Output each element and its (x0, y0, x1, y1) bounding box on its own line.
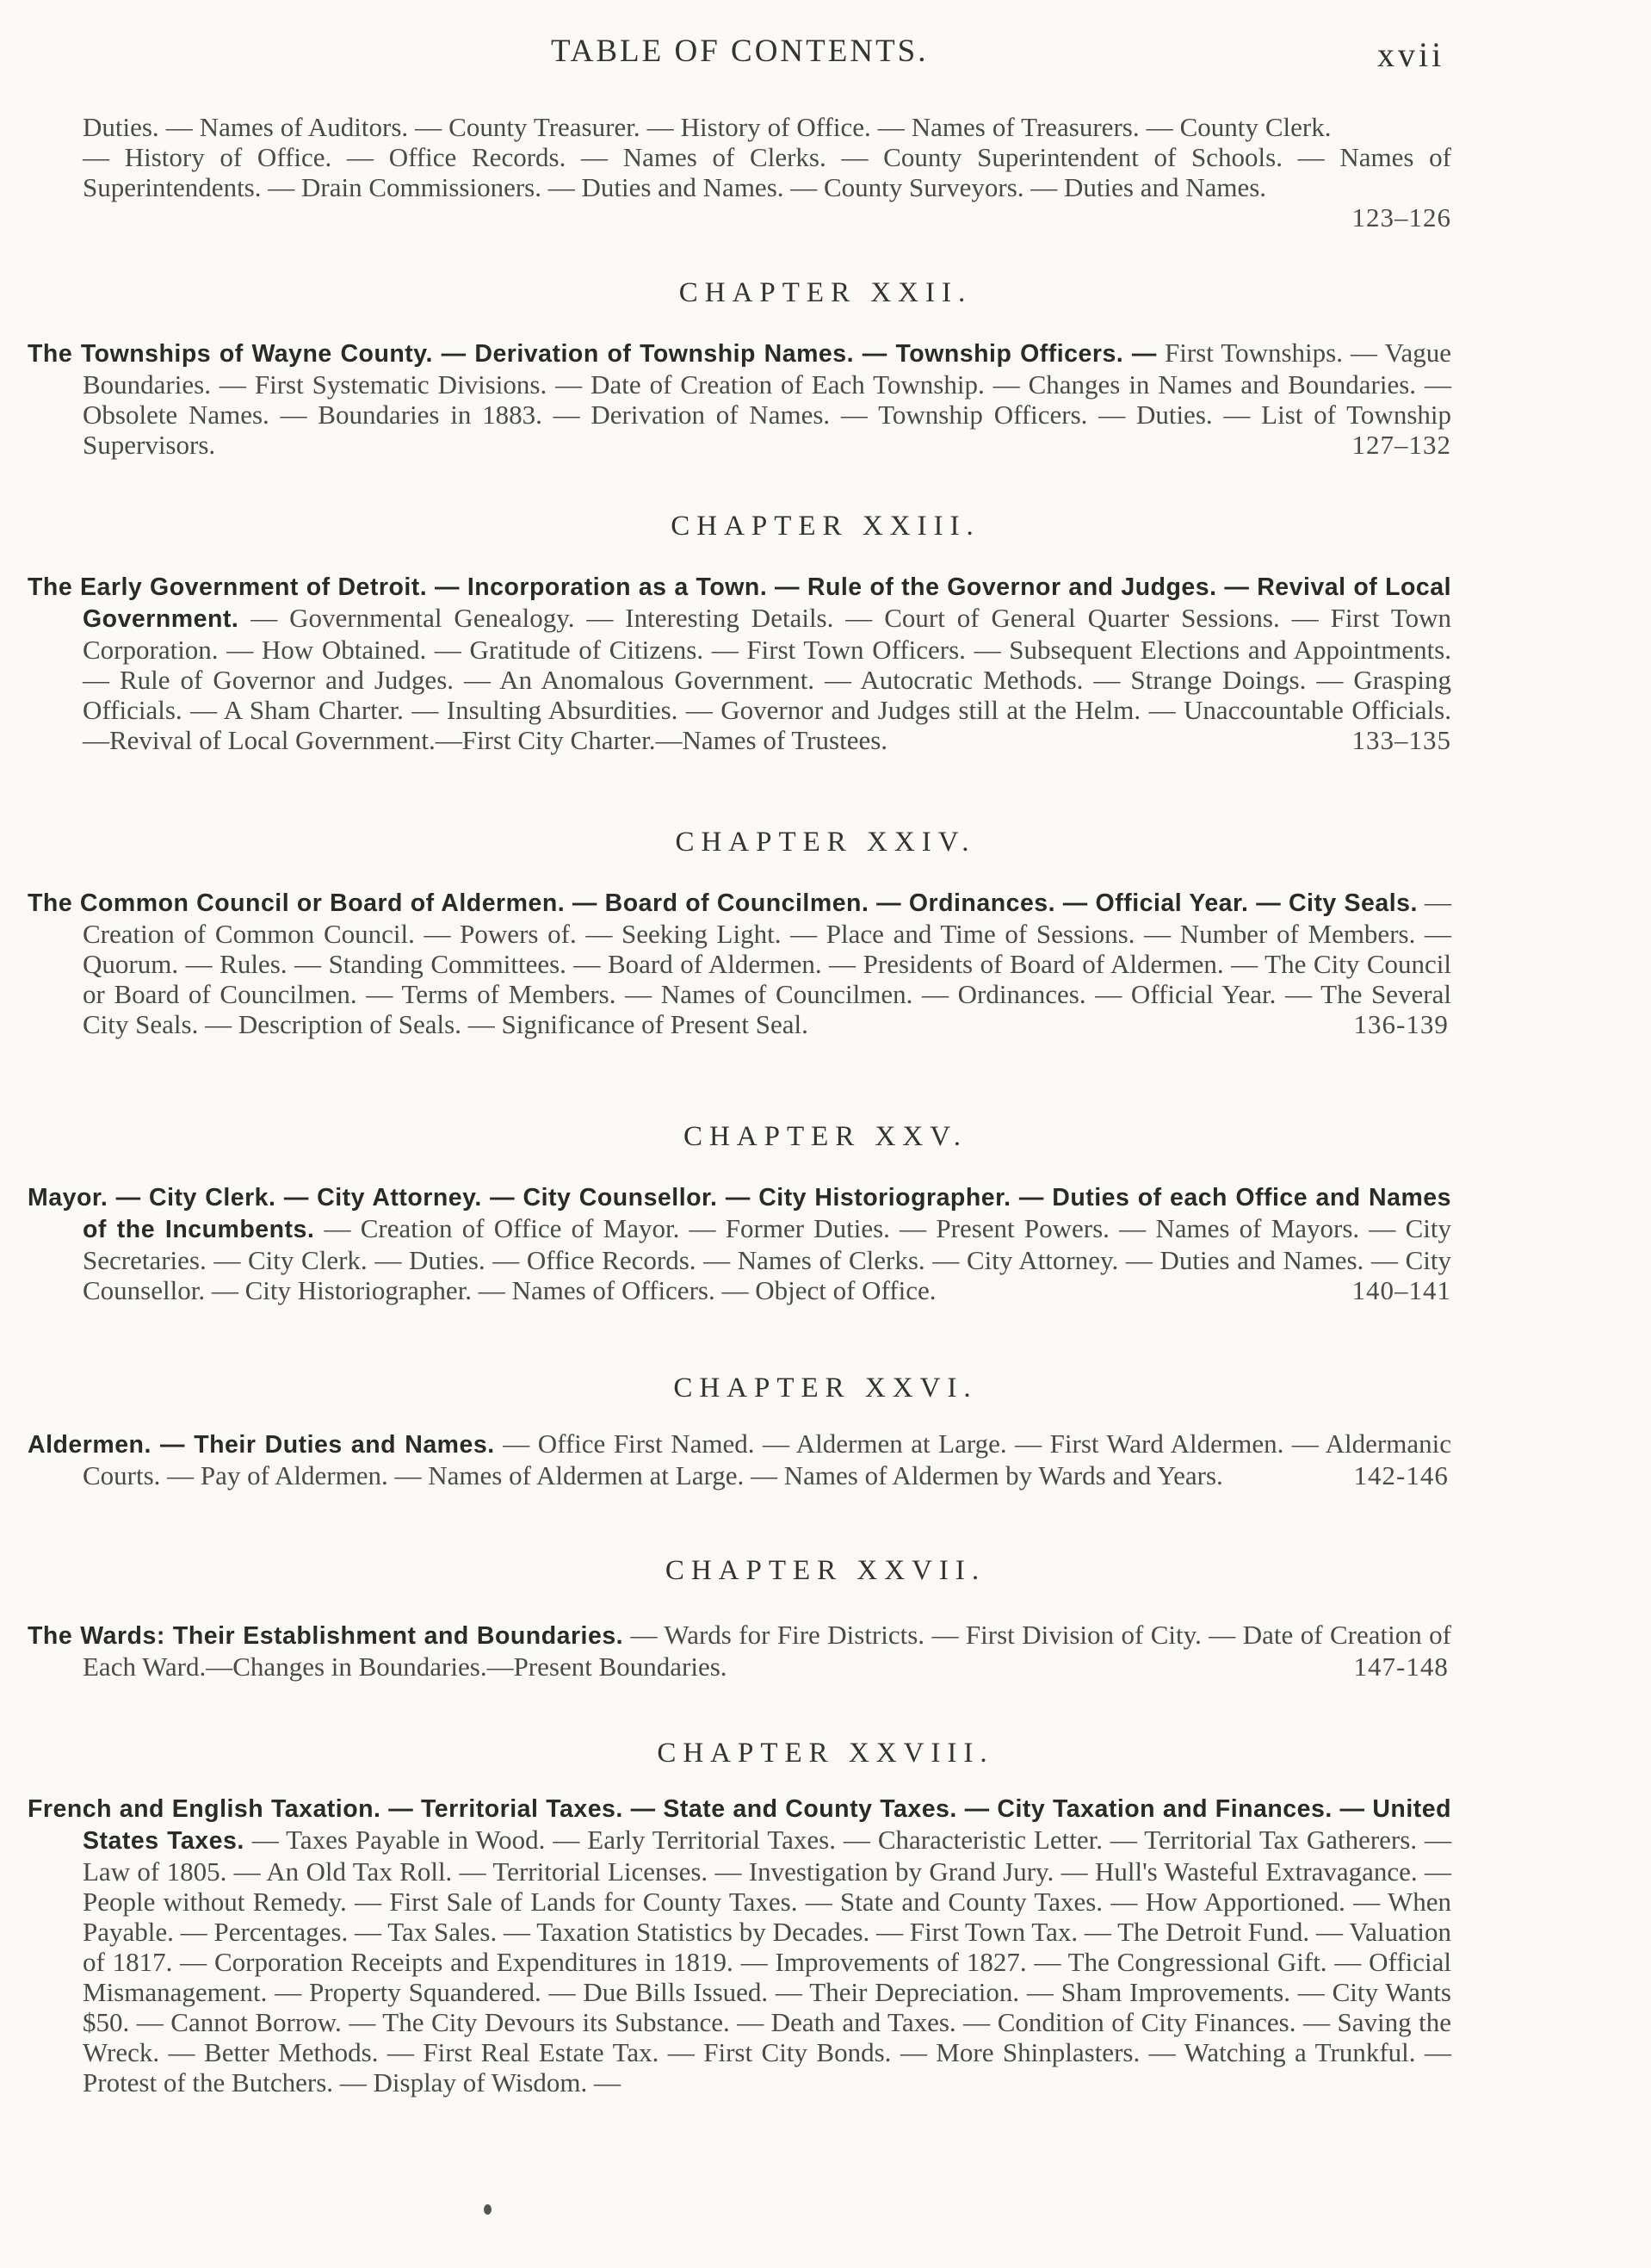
toc-entry-continued (83, 112, 1451, 232)
chapter-heading: CHAPTER XXVI. (673, 1373, 978, 1404)
chapter-heading: CHAPTER XXVII. (665, 1555, 986, 1586)
entry-lead: The Wards: Their Establishment and Boundaries. (28, 1622, 624, 1650)
toc-entry (28, 338, 1451, 460)
entry-pages: 127–132 (1351, 430, 1451, 460)
toc-entry (28, 1181, 1451, 1305)
entry-lead: French and English Taxation. — Territorial Taxes. — State and County Taxes. — City Taxation and Finances. — United States Taxes. (28, 1795, 1451, 1855)
entry-body: First Townships. — Vague Boundaries. — First Systematic Divisions. — Date of Creation of Each Township. — Changes in Names and Boundaries. — Obsolete Names. — Boundaries in 1883. — Derivation of Names. — Township Officers. — Duties. — List of Township Supervisors. (83, 338, 1451, 460)
page-number: xvii (1377, 35, 1445, 74)
entry-body: — Creation of Common Council. — Powers of. — Seeking Light. — Place and Time of Sessions. — Number of Members. — Quorum. — Rules. — Standing Committees. — Board of Aldermen. — Presidents of Board of Aldermen. — The City Council or Board of Councilmen. — Terms of Members. — Names of Councilmen. — Ordinances. — Official Year. — The Several City Seals. — Description of Seals. — Significance of Present Seal. (83, 887, 1451, 1039)
entry-pages: 136-139 (1353, 1009, 1449, 1039)
entry-body: — Creation of Office of Mayor. — Former Duties. — Present Powers. — Names of Mayors. — City Secretaries. — City Clerk. — Duties. — Office Records. — Names of Clerks. — City Attorney. — Duties and Names. — City Counsellor. — City Historiographer. — Names of Officers. — Object of Office. (83, 1213, 1451, 1305)
entry-pages: 133–135 (1351, 725, 1451, 755)
toc-entry (28, 1793, 1451, 2098)
entry-pages: 140–141 (1351, 1275, 1451, 1305)
toc-entry (28, 1620, 1451, 1682)
entry-pages: 147-148 (1353, 1651, 1449, 1682)
entry-pages: 123–126 (1351, 202, 1451, 232)
entry-body: — Office First Named. — Aldermen at Large. — First Ward Aldermen. — Aldermanic Courts. — Pay of Aldermen. — Names of Aldermen at Large. — Names of Aldermen by Wards and Years. (83, 1428, 1451, 1490)
running-head: TABLE OF CONTENTS. (551, 34, 929, 69)
chapter-heading: CHAPTER XXII. (678, 277, 973, 308)
chapter-heading: CHAPTER XXIII. (671, 511, 980, 542)
printer-mark (484, 2204, 492, 2215)
entry-lead: The Common Council or Board of Aldermen. — Board of Councilmen. — Ordinances. — Official Year. — City Seals. (28, 889, 1418, 917)
chapter-heading: CHAPTER XXIV. (675, 827, 976, 858)
chapter-heading: CHAPTER XXV. (683, 1121, 968, 1152)
entry-lead: The Townships of Wayne County. — Derivation of Township Names. — Township Officers. — (28, 340, 1157, 368)
toc-entry (28, 571, 1451, 755)
entry-body: — Wards for Fire Districts. — First Division of City. — Date of Creation of Each Ward.—Changes in Boundaries.—Present Boundaries. (83, 1620, 1451, 1682)
entry-lead: The Early Government of Detroit. — Incorporation as a Town. — Rule of the Governor and Judges. — Revival of Local Government. (28, 573, 1451, 633)
toc-entry (28, 1428, 1451, 1490)
chapter-heading: CHAPTER XXVIII. (657, 1738, 994, 1769)
entry-body: — Taxes Payable in Wood. — Early Territorial Taxes. — Characteristic Letter. — Territorial Tax Gatherers. — Law of 1805. — An Old Tax Roll. — Territorial Licenses. — Investigation by Grand Jury. — Hull's Wasteful Extravagance. — People without Remedy. — First Sale of Lands for County Taxes. — State and County Taxes. — How Apportioned. — When Payable. — Percentages. — Tax Sales. — Taxation Statistics by Decades. — First Town Tax. — The Detroit Fund. — Valuation of 1817. — Corporation Receipts and Expenditures in 1819. — Improvements of 1827. — The Congressional Gift. — Official Mismanagement. — Property Squandered. — Due Bills Issued. — Their Depreciation. — Sham Improvements. — City Wants $50. — Cannot Borrow. — The City Devours its Substance. — Death and Taxes. — Condition of City Finances. — Saving the Wreck. — Better Methods. — First Real Estate Tax. — First City Bonds. — More Shinplasters. — Watching a Trunkful. — Protest of the Butchers. — Display of Wisdom. — (83, 1825, 1451, 2098)
entry-text: Duties. — Names of Auditors. — County Treasurer. — History of Office. — Names of Treasurers. — County Clerk. — History of Office. — Office Records. — Names of Clerks. — County Superintendent of Schools. — Names of Superintendents. — Drain Commissioners. — Duties and Names. — County Surveyors. — Duties and Names. (83, 112, 1451, 202)
entry-pages: 142-146 (1353, 1460, 1449, 1490)
entry-body: — Governmental Genealogy. — Interesting Details. — Court of General Quarter Sessions. — First Town Corporation. — How Obtained. — Gratitude of Citizens. — First Town Officers. — Subsequent Elections and Appointments. — Rule of Governor and Judges. — An Anomalous Government. — Autocratic Methods. — Strange Doings. — Grasping Officials. — A Sham Charter. — Insulting Absurdities. — Governor and Judges still at the Helm. — Unaccountable Officials.—Revival of Local Government.—First City Charter.—Names of Trustees. (83, 603, 1451, 755)
entry-lead: Mayor. — City Clerk. — City Attorney. — City Counsellor. — City Historiographer. — Duties of each Office and Names of the Incumbents. (28, 1184, 1451, 1243)
entry-lead: Aldermen. — Their Duties and Names. (28, 1431, 495, 1459)
toc-entry (28, 887, 1451, 1039)
